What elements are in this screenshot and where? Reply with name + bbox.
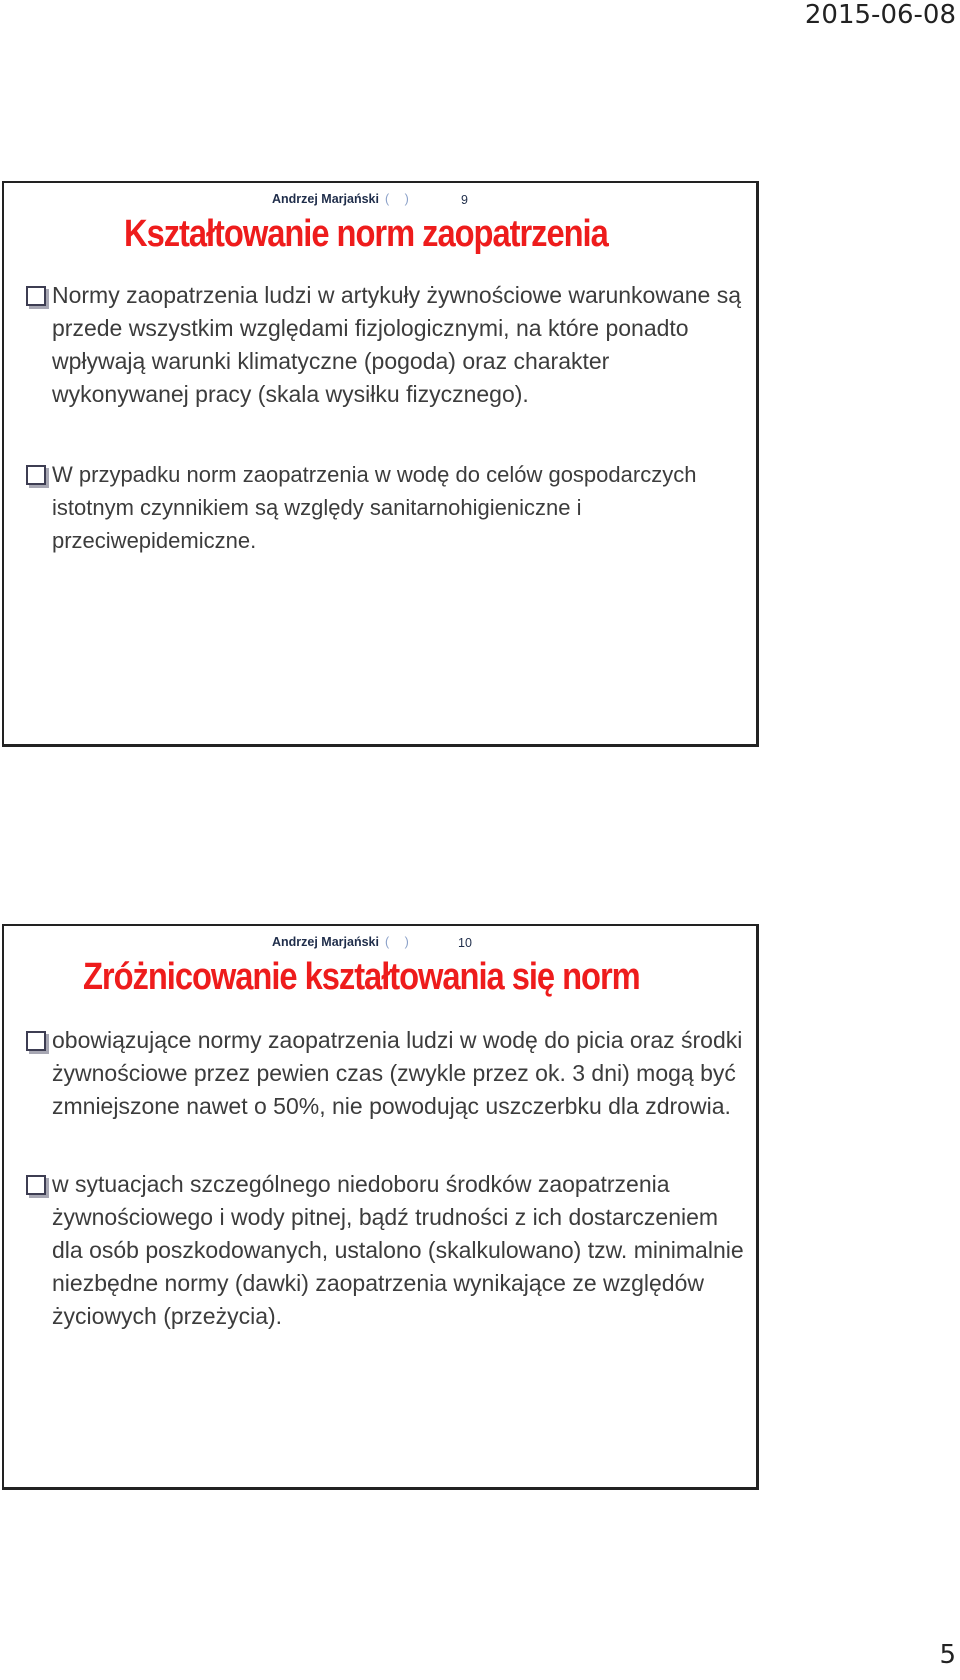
bullet-item [26,1168,746,1333]
checkbox-square-icon [26,286,46,306]
author-parens: ( ) [384,192,415,206]
author-parens: ( ) [384,935,415,949]
checkbox-square-icon [26,465,46,485]
bullet-text: Normy zaopatrzenia ludzi w artykuły żywnościowe warunkowane są przede wszystkim względami fizjologicznymi, na które ponadto wpływają warunki klimatyczne (pogoda) oraz charakter wykonywanej pracy (skala wysiłku fizycznego). [52,282,742,407]
slide-number: 10 [458,936,472,950]
author-name: Andrzej Marjański [272,192,379,206]
author-name: Andrzej Marjański [272,935,379,949]
bullet-item [26,1024,746,1123]
page-date: 2015-06-08 [804,0,956,30]
page-number: 5 [939,1640,956,1670]
checkbox-square-icon [26,1175,46,1195]
slide-author [272,192,415,206]
bullet-item [26,279,746,411]
checkbox-square-icon [26,1031,46,1051]
slide-title: Zróżnicowanie kształtowania się norm [83,956,640,998]
slide-10 [2,924,759,1490]
slide-title: Kształtowanie norm zaopatrzenia [124,213,608,255]
slide-9 [2,181,759,747]
bullet-item [26,458,746,557]
bullet-text: w sytuacjach szczególnego niedoboru środków zaopatrzenia żywnościowego i wody pitnej, bądź trudności z ich dostarczeniem dla osób poszkodowanych, ustalono (skalkulowano) tzw. minimalnie niezbędne normy (dawki) zaopatrzenia wynikające ze względów życiowych (przeżycia). [52,1171,744,1329]
bullet-text: W przypadku norm zaopatrzenia w wodę do celów gospodarczych istotnym czynnikiem są względy sanitarnohigieniczne i przeciwepidemiczne. [52,462,697,553]
slide-number: 9 [461,193,468,207]
slide-author [272,935,415,949]
bullet-text: obowiązujące normy zaopatrzenia ludzi w wodę do picia oraz środki żywnościowe przez pewien czas (zwykle przez ok. 3 dni) mogą być zmniejszone nawet o 50%, nie powodując uszczerbku dla zdrowia. [52,1027,743,1119]
